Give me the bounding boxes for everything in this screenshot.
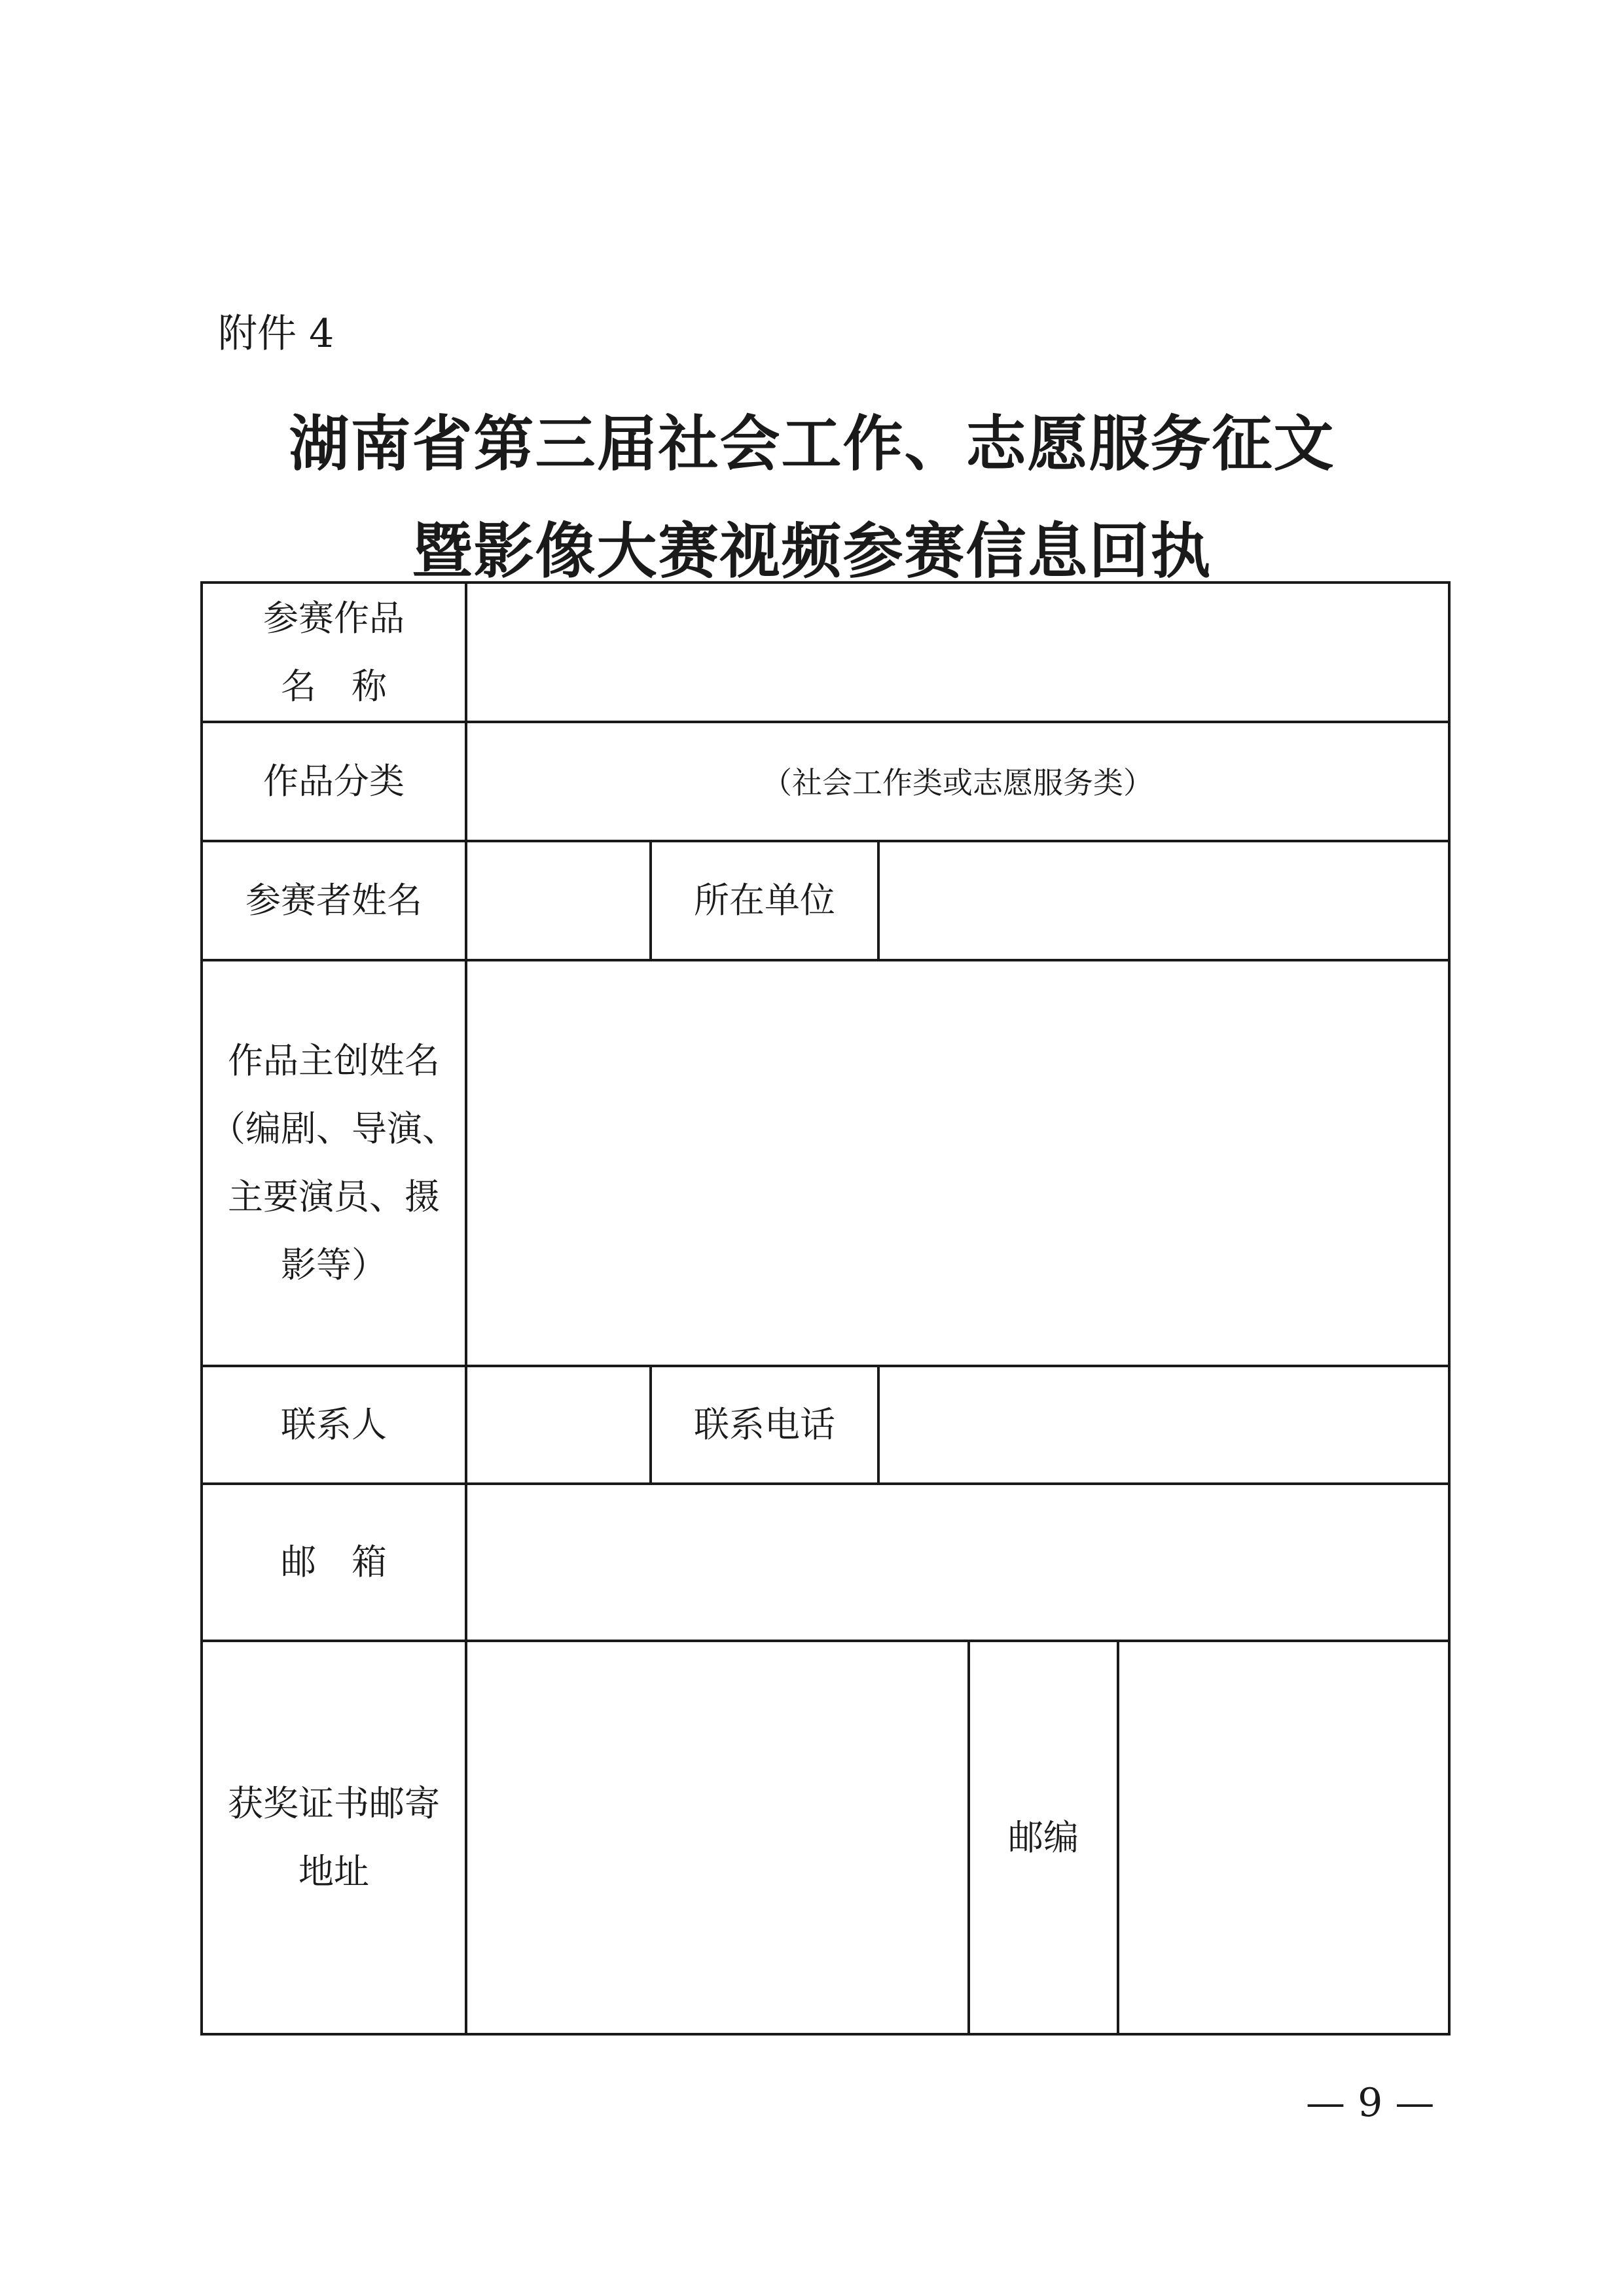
participant-name-label-cell: [202, 841, 466, 960]
row-creators: [202, 960, 1449, 1366]
address-label-cell: [202, 1641, 466, 2034]
work-title-label-cell: [202, 583, 466, 722]
row-address: [202, 1641, 1449, 2034]
row-contact: [202, 1366, 1449, 1484]
organization-label-cell: [651, 841, 878, 960]
email-input-cell[interactable]: [466, 1484, 1449, 1641]
work-title-label: 参赛作品 名 称: [263, 597, 405, 707]
creators-label: 作品主创姓名 （编剧、导演、 主要演员、摄 影等）: [210, 1040, 458, 1285]
address-label: 获奖证书邮寄 地址: [228, 1782, 440, 1892]
document-title-line-1: 湖南省第三届社会工作、志愿服务征文: [289, 408, 1335, 479]
email-label: 邮 箱: [281, 1541, 387, 1583]
postcode-label: 邮编: [1008, 1816, 1079, 1858]
participant-name-label: 参赛者姓名: [245, 880, 422, 921]
contact-label-cell: [202, 1366, 466, 1484]
email-label-cell: [202, 1484, 466, 1641]
phone-label-cell: [651, 1366, 878, 1484]
organization-input-cell[interactable]: [878, 841, 1449, 960]
organization-label: 所在单位: [694, 880, 835, 921]
postcode-label-cell: [969, 1641, 1118, 2034]
category-hint: （社会工作类或志愿服务类）: [762, 765, 1153, 800]
page-number: — 9 —: [1306, 2080, 1435, 2126]
category-label-cell: [202, 722, 466, 841]
row-email: [202, 1484, 1449, 1641]
contact-label: 联系人: [281, 1404, 387, 1445]
category-label: 作品分类: [263, 761, 405, 802]
phone-label: 联系电话: [694, 1404, 835, 1445]
row-category: [202, 722, 1449, 841]
phone-input-cell[interactable]: [878, 1366, 1449, 1484]
postcode-input-cell[interactable]: [1118, 1641, 1449, 2034]
address-input-cell[interactable]: [466, 1641, 969, 2034]
attachment-label: 附件 4: [218, 311, 334, 357]
row-work-title: [202, 583, 1449, 722]
entry-info-form-table: [200, 581, 1451, 2036]
work-title-input-cell[interactable]: [466, 583, 1449, 722]
creators-input-cell[interactable]: [466, 960, 1449, 1366]
category-input-cell[interactable]: [466, 722, 1449, 841]
participant-name-input-cell[interactable]: [466, 841, 651, 960]
creators-label-cell: [202, 960, 466, 1366]
contact-input-cell[interactable]: [466, 1366, 651, 1484]
row-participant: [202, 841, 1449, 960]
document-title-line-2: 暨影像大赛视频参赛信息回执: [412, 516, 1212, 586]
